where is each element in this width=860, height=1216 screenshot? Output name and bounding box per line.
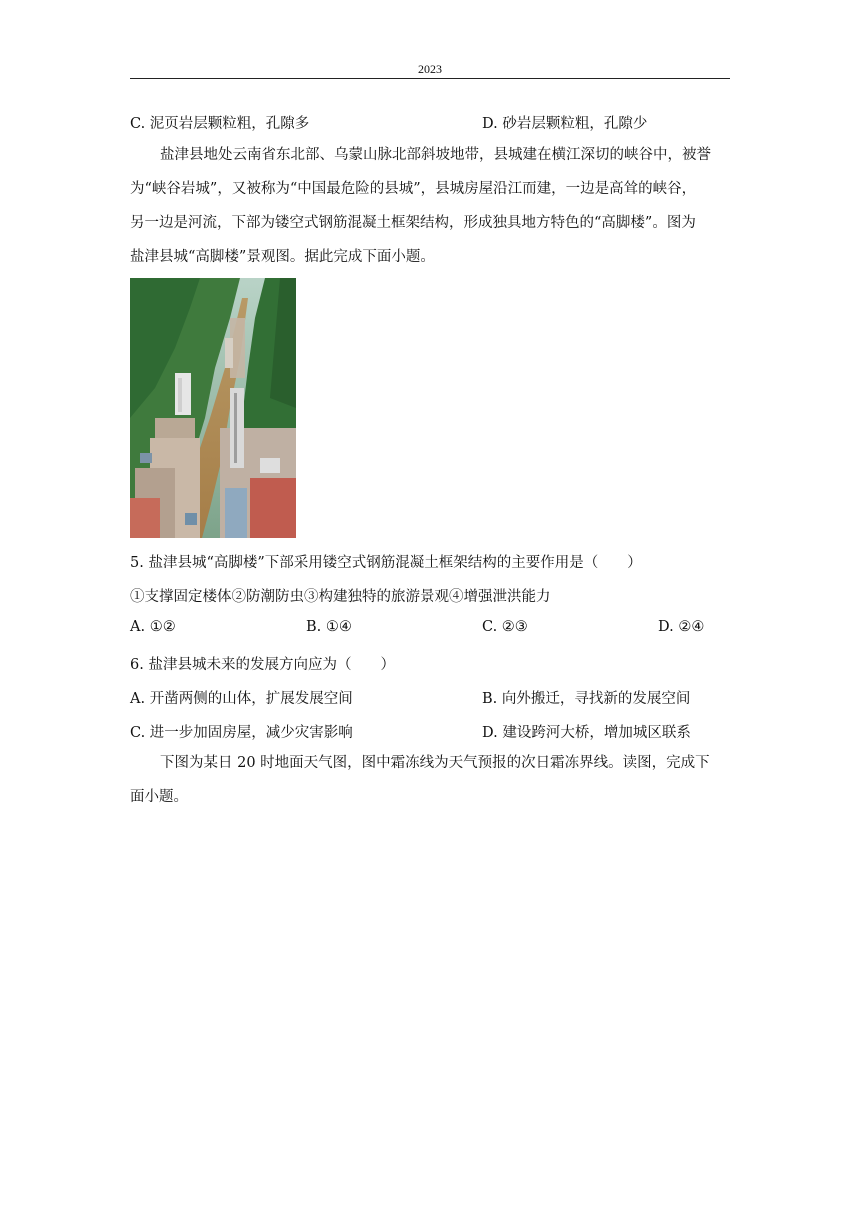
passage-yanjin-line-2: 为“峡谷岩城”，又被称为“中国最危险的县城”，县城房屋沿江而建，一边是高耸的峡谷， (130, 181, 697, 197)
q6-option-c: C. 进一步加固房屋，减少灾害影响 (130, 725, 353, 741)
header-rule (130, 78, 730, 79)
q5-option-a: A. ①② (130, 619, 176, 635)
yanjin-gaojiaolou-photo (130, 278, 296, 538)
q5-option-b: B. ①④ (306, 619, 352, 635)
page-header-year: 2023 (418, 62, 442, 76)
q5-statements: ①支撑固定楼体②防潮防虫③构建独特的旅游景观④增强泄洪能力 (130, 589, 551, 605)
passage-weather-line-2: 面小题。 (130, 789, 188, 805)
q6-option-a: A. 开凿两侧的山体，扩展发展空间 (130, 691, 353, 707)
q6-option-d: D. 建设跨河大桥，增加城区联系 (482, 725, 691, 741)
q6-option-b: B. 向外搬迁，寻找新的发展空间 (482, 691, 691, 707)
q5-stem: 5. 盐津县城“高脚楼”下部采用镂空式钢筋混凝土框架结构的主要作用是（ ） (130, 555, 642, 571)
q4-option-c: C. 泥页岩层颗粒粗，孔隙多 (130, 116, 310, 132)
q4-option-d: D. 砂岩层颗粒粗，孔隙少 (482, 116, 648, 132)
passage-yanjin (130, 138, 730, 274)
passage-yanjin-line-4: 盐津县城“高脚楼”景观图。据此完成下面小题。 (130, 249, 435, 265)
passage-weather-line-1: 下图为某日 20 时地面天气图，图中霜冻线为天气预报的次日霜冻界线。读图，完成下 (160, 755, 710, 771)
passage-yanjin-line-3: 另一边是河流，下部为镂空式钢筋混凝土框架结构，形成独具地方特色的“高脚楼”。图为 (130, 215, 696, 231)
passage-yanjin-line-1: 盐津县地处云南省东北部、乌蒙山脉北部斜坡地带，县城建在横江深切的峡谷中，被誉 (160, 147, 711, 163)
q5-option-d: D. ②④ (658, 619, 705, 635)
q6-stem: 6. 盐津县城未来的发展方向应为（ ） (130, 657, 395, 673)
q5-option-c: C. ②③ (482, 619, 528, 635)
passage-weather-map (130, 746, 730, 814)
